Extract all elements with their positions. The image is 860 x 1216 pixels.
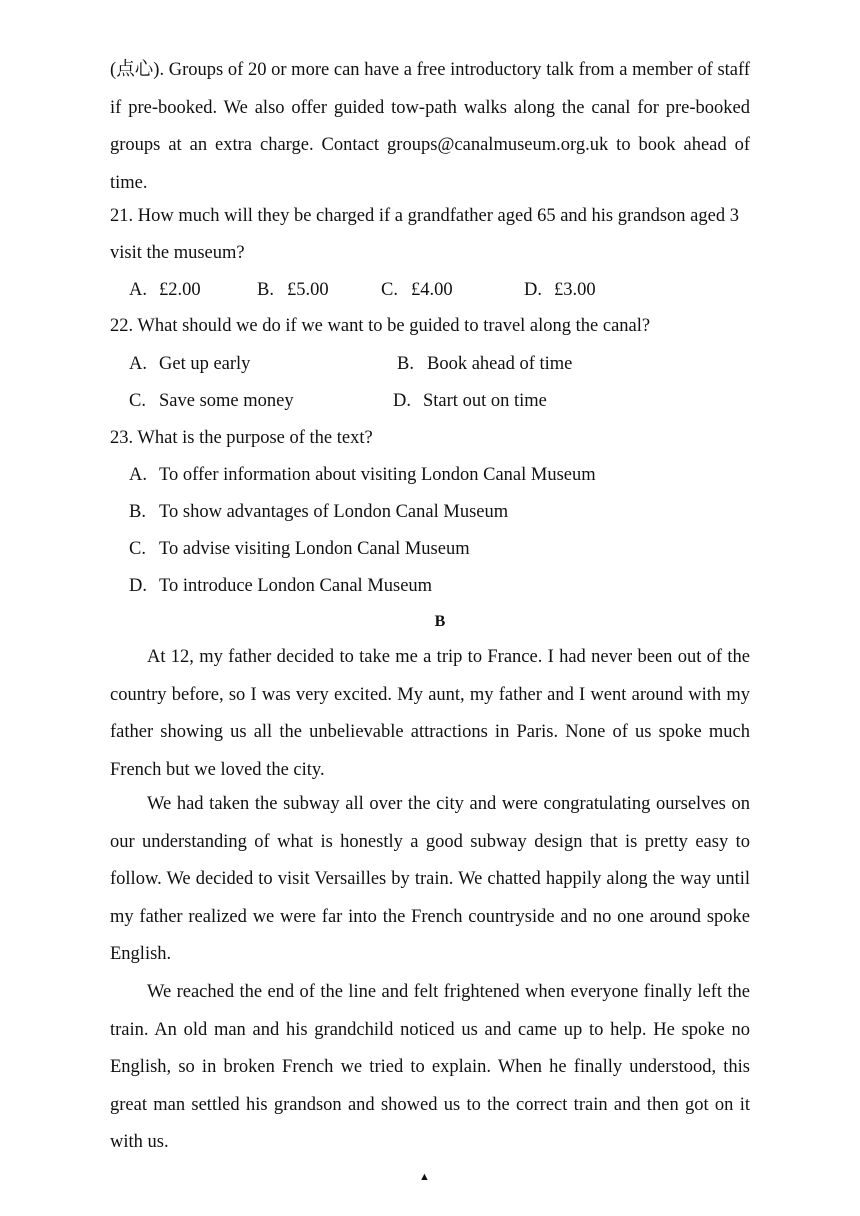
page-footer-mark: ▲	[419, 1171, 430, 1183]
q21-option-d	[524, 278, 596, 302]
story-paragraph-3: We reached the end of the line and felt frightened when everyone finally left the train. An old man and his grandchild noticed us and came up to help. He spoke no English, so in broken French we tried to explain. When he finally understood, this great man settled his grandson and showed us to the correct train and then got on it with us.	[110, 982, 750, 1152]
option-text: To advise visiting London Canal Museum	[159, 539, 470, 559]
q23-option-d	[129, 574, 432, 598]
question-text: What is the purpose of the text?	[137, 428, 373, 448]
intro-paragraph: (点心). Groups of 20 or more can have a free introductory talk from a member of staff if pre-booked. We also offer guided tow-path walks along the canal for pre-booked groups at an extra charge. Contact groups@canalmuseum.org.uk to book ahead of time.	[110, 60, 750, 193]
option-text: Save some money	[159, 391, 294, 411]
section-b-heading: B	[434, 613, 446, 630]
option-text: Start out on time	[423, 391, 547, 411]
q21-option-c	[381, 278, 453, 302]
q22-option-a	[129, 352, 250, 376]
q22-option-b	[397, 352, 572, 376]
option-letter: B.	[257, 280, 274, 300]
option-text: Book ahead of time	[427, 354, 573, 374]
q21-option-a	[129, 278, 201, 302]
question-number: 23.	[110, 428, 134, 448]
question-number: 22.	[110, 316, 134, 336]
story-paragraph-1: At 12, my father decided to take me a trip to France. I had never been out of the country before, so I was very excited. My aunt, my father and I went around with my father showing us all the unbelievable attractions in Paris. None of us spoke much French but we loved the city.	[110, 647, 750, 780]
question-21-stem-continued: visit the museum?	[110, 243, 245, 263]
option-text: £3.00	[554, 280, 596, 300]
q23-option-b	[129, 500, 508, 524]
option-letter: C.	[129, 391, 146, 411]
question-22-stem	[110, 314, 650, 338]
option-text: £5.00	[287, 280, 329, 300]
q21-option-b	[257, 278, 329, 302]
option-letter: B.	[397, 354, 414, 374]
option-letter: B.	[129, 502, 146, 522]
q22-option-d	[393, 389, 547, 413]
option-text: To introduce London Canal Museum	[159, 576, 433, 596]
option-text: £2.00	[159, 280, 201, 300]
question-number: 21.	[110, 206, 134, 226]
story-paragraph-2: We had taken the subway all over the city and were congratulating ourselves on our understanding of what is honestly a good subway design that is pretty easy to follow. We decided to visit Versailles by train. We chatted happily along the way until my father realized we were far into the French countryside and no one around spoke English.	[110, 794, 750, 964]
option-letter: C.	[129, 539, 146, 559]
option-text: Get up early	[159, 354, 251, 374]
option-letter: D.	[129, 576, 147, 596]
option-letter: D.	[393, 391, 411, 411]
q23-option-c	[129, 537, 470, 561]
option-text: To show advantages of London Canal Museum	[159, 502, 509, 522]
question-23-stem	[110, 426, 373, 450]
option-letter: A.	[129, 280, 147, 300]
question-21-stem	[110, 204, 739, 228]
option-letter: A.	[129, 354, 147, 374]
question-text: How much will they be charged if a grandfather aged 65 and his grandson aged 3	[137, 206, 739, 226]
option-text: £4.00	[411, 280, 453, 300]
option-text: To offer information about visiting London Canal Museum	[159, 465, 596, 485]
option-letter: D.	[524, 280, 542, 300]
option-letter: A.	[129, 465, 147, 485]
option-letter: C.	[381, 280, 398, 300]
q23-option-a	[129, 463, 596, 487]
question-text: What should we do if we want to be guided to travel along the canal?	[137, 316, 651, 336]
q22-option-c	[129, 389, 294, 413]
